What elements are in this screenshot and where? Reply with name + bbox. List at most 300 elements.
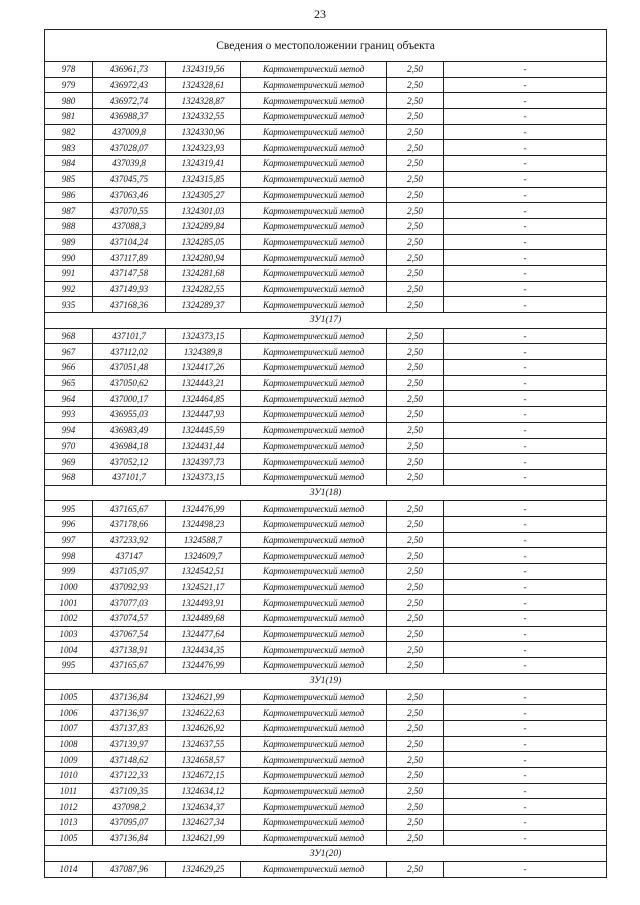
point-number-cell: 1006 xyxy=(45,705,93,721)
section-heading-row xyxy=(45,313,607,329)
table-row xyxy=(45,93,607,109)
x-coordinate-cell: 437050,62 xyxy=(93,375,166,391)
y-coordinate-cell: 1324621,99 xyxy=(166,830,241,846)
point-number-cell: 1005 xyxy=(45,689,93,705)
point-number-cell: 989 xyxy=(45,234,93,250)
table-row xyxy=(45,830,607,846)
point-number-cell: 981 xyxy=(45,109,93,125)
y-coordinate-cell: 1324464,85 xyxy=(166,391,241,407)
accuracy-cell: 2,50 xyxy=(387,595,444,611)
method-cell: Картометрический метод xyxy=(241,265,387,281)
point-number-cell: 982 xyxy=(45,124,93,140)
x-coordinate-cell: 437137,83 xyxy=(93,720,166,736)
description-cell: - xyxy=(444,564,607,580)
method-cell: Картометрический метод xyxy=(241,469,387,485)
accuracy-cell: 2,50 xyxy=(387,532,444,548)
y-coordinate-cell: 1324280,94 xyxy=(166,250,241,266)
method-cell: Картометрический метод xyxy=(241,93,387,109)
accuracy-cell: 2,50 xyxy=(387,830,444,846)
description-cell: - xyxy=(444,203,607,219)
point-number-cell: 1003 xyxy=(45,626,93,642)
table-row xyxy=(45,767,607,783)
y-coordinate-cell: 1324489,68 xyxy=(166,611,241,627)
y-coordinate-cell: 1324672,15 xyxy=(166,767,241,783)
x-coordinate-cell: 437063,46 xyxy=(93,187,166,203)
y-coordinate-cell: 1324476,99 xyxy=(166,658,241,674)
table-row xyxy=(45,124,607,140)
table-row xyxy=(45,297,607,313)
description-cell: - xyxy=(444,862,607,878)
accuracy-cell: 2,50 xyxy=(387,360,444,376)
accuracy-cell: 2,50 xyxy=(387,265,444,281)
description-cell: - xyxy=(444,250,607,266)
description-cell: - xyxy=(444,469,607,485)
method-cell: Картометрический метод xyxy=(241,799,387,815)
table-row xyxy=(45,579,607,595)
section-heading: ЗУ1(18) xyxy=(45,485,607,501)
y-coordinate-cell: 1324658,57 xyxy=(166,752,241,768)
x-coordinate-cell: 437165,67 xyxy=(93,501,166,517)
y-coordinate-cell: 1324626,92 xyxy=(166,720,241,736)
description-cell: - xyxy=(444,548,607,564)
x-coordinate-cell: 437117,89 xyxy=(93,250,166,266)
accuracy-cell: 2,50 xyxy=(387,564,444,580)
accuracy-cell: 2,50 xyxy=(387,328,444,344)
accuracy-cell: 2,50 xyxy=(387,109,444,125)
table-title: Сведения о местоположении границ объекта xyxy=(45,30,607,62)
description-cell: - xyxy=(444,516,607,532)
table-row xyxy=(45,281,607,297)
accuracy-cell: 2,50 xyxy=(387,705,444,721)
y-coordinate-cell: 1324328,61 xyxy=(166,77,241,93)
table-row xyxy=(45,109,607,125)
point-number-cell: 1002 xyxy=(45,611,93,627)
description-cell: - xyxy=(444,783,607,799)
description-cell: - xyxy=(444,77,607,93)
method-cell: Картометрический метод xyxy=(241,297,387,313)
accuracy-cell: 2,50 xyxy=(387,375,444,391)
point-number-cell: 969 xyxy=(45,454,93,470)
accuracy-cell: 2,50 xyxy=(387,187,444,203)
y-coordinate-cell: 1324319,41 xyxy=(166,156,241,172)
accuracy-cell: 2,50 xyxy=(387,438,444,454)
y-coordinate-cell: 1324609,7 xyxy=(166,548,241,564)
x-coordinate-cell: 437139,97 xyxy=(93,736,166,752)
x-coordinate-cell: 437067,54 xyxy=(93,626,166,642)
accuracy-cell: 2,50 xyxy=(387,720,444,736)
section-heading: ЗУ1(20) xyxy=(45,846,607,862)
method-cell: Картометрический метод xyxy=(241,218,387,234)
point-number-cell: 1012 xyxy=(45,799,93,815)
description-cell: - xyxy=(444,109,607,125)
description-cell: - xyxy=(444,752,607,768)
accuracy-cell: 2,50 xyxy=(387,752,444,768)
point-number-cell: 995 xyxy=(45,658,93,674)
y-coordinate-cell: 1324542,51 xyxy=(166,564,241,580)
method-cell: Картометрический метод xyxy=(241,642,387,658)
accuracy-cell: 2,50 xyxy=(387,626,444,642)
point-number-cell: 935 xyxy=(45,297,93,313)
x-coordinate-cell: 437028,07 xyxy=(93,140,166,156)
accuracy-cell: 2,50 xyxy=(387,234,444,250)
method-cell: Картометрический метод xyxy=(241,407,387,423)
y-coordinate-cell: 1324323,93 xyxy=(166,140,241,156)
description-cell: - xyxy=(444,501,607,517)
x-coordinate-cell: 436984,18 xyxy=(93,438,166,454)
y-coordinate-cell: 1324493,91 xyxy=(166,595,241,611)
method-cell: Картометрический метод xyxy=(241,62,387,78)
accuracy-cell: 2,50 xyxy=(387,689,444,705)
description-cell: - xyxy=(444,830,607,846)
page-number: 23 xyxy=(314,7,326,21)
table-row xyxy=(45,799,607,815)
point-number-cell: 966 xyxy=(45,360,93,376)
section-heading-row xyxy=(45,846,607,862)
y-coordinate-cell: 1324289,84 xyxy=(166,218,241,234)
x-coordinate-cell: 437101,7 xyxy=(93,328,166,344)
x-coordinate-cell: 436972,43 xyxy=(93,77,166,93)
accuracy-cell: 2,50 xyxy=(387,62,444,78)
method-cell: Картометрический метод xyxy=(241,830,387,846)
table-row xyxy=(45,156,607,172)
description-cell: - xyxy=(444,124,607,140)
point-number-cell: 998 xyxy=(45,548,93,564)
section-heading: ЗУ1(17) xyxy=(45,313,607,329)
y-coordinate-cell: 1324629,25 xyxy=(166,862,241,878)
table-row xyxy=(45,250,607,266)
x-coordinate-cell: 437095,07 xyxy=(93,815,166,831)
description-cell: - xyxy=(444,720,607,736)
description-cell: - xyxy=(444,281,607,297)
x-coordinate-cell: 437105,97 xyxy=(93,564,166,580)
description-cell: - xyxy=(444,140,607,156)
point-number-cell: 978 xyxy=(45,62,93,78)
boundary-coordinates-table xyxy=(44,29,607,878)
accuracy-cell: 2,50 xyxy=(387,767,444,783)
accuracy-cell: 2,50 xyxy=(387,736,444,752)
y-coordinate-cell: 1324315,85 xyxy=(166,171,241,187)
x-coordinate-cell: 436955,03 xyxy=(93,407,166,423)
point-number-cell: 985 xyxy=(45,171,93,187)
table-row xyxy=(45,611,607,627)
description-cell: - xyxy=(444,658,607,674)
table-row xyxy=(45,375,607,391)
method-cell: Картометрический метод xyxy=(241,391,387,407)
description-cell: - xyxy=(444,736,607,752)
method-cell: Картометрический метод xyxy=(241,156,387,172)
y-coordinate-cell: 1324622,63 xyxy=(166,705,241,721)
table-row xyxy=(45,454,607,470)
description-cell: - xyxy=(444,579,607,595)
point-number-cell: 1010 xyxy=(45,767,93,783)
y-coordinate-cell: 1324332,55 xyxy=(166,109,241,125)
table-row xyxy=(45,360,607,376)
accuracy-cell: 2,50 xyxy=(387,203,444,219)
table-row xyxy=(45,77,607,93)
x-coordinate-cell: 437000,17 xyxy=(93,391,166,407)
point-number-cell: 1011 xyxy=(45,783,93,799)
description-cell: - xyxy=(444,422,607,438)
point-number-cell: 1014 xyxy=(45,862,93,878)
table-row xyxy=(45,595,607,611)
accuracy-cell: 2,50 xyxy=(387,454,444,470)
table-row xyxy=(45,328,607,344)
accuracy-cell: 2,50 xyxy=(387,469,444,485)
method-cell: Картометрический метод xyxy=(241,689,387,705)
point-number-cell: 983 xyxy=(45,140,93,156)
method-cell: Картометрический метод xyxy=(241,767,387,783)
method-cell: Картометрический метод xyxy=(241,328,387,344)
x-coordinate-cell: 437074,57 xyxy=(93,611,166,627)
description-cell: - xyxy=(444,767,607,783)
point-number-cell: 980 xyxy=(45,93,93,109)
table-row xyxy=(45,501,607,517)
description-cell: - xyxy=(444,328,607,344)
y-coordinate-cell: 1324445,59 xyxy=(166,422,241,438)
table-row xyxy=(45,203,607,219)
table-row xyxy=(45,218,607,234)
x-coordinate-cell: 437088,3 xyxy=(93,218,166,234)
accuracy-cell: 2,50 xyxy=(387,124,444,140)
method-cell: Картометрический метод xyxy=(241,532,387,548)
y-coordinate-cell: 1324434,35 xyxy=(166,642,241,658)
accuracy-cell: 2,50 xyxy=(387,250,444,266)
x-coordinate-cell: 436983,49 xyxy=(93,422,166,438)
point-number-cell: 987 xyxy=(45,203,93,219)
accuracy-cell: 2,50 xyxy=(387,344,444,360)
point-number-cell: 968 xyxy=(45,328,93,344)
method-cell: Картометрический метод xyxy=(241,250,387,266)
method-cell: Картометрический метод xyxy=(241,422,387,438)
method-cell: Картометрический метод xyxy=(241,281,387,297)
point-number-cell: 968 xyxy=(45,469,93,485)
description-cell: - xyxy=(444,171,607,187)
table-row xyxy=(45,752,607,768)
table-row xyxy=(45,187,607,203)
x-coordinate-cell: 437165,67 xyxy=(93,658,166,674)
section-heading-row xyxy=(45,485,607,501)
y-coordinate-cell: 1324431,44 xyxy=(166,438,241,454)
point-number-cell: 993 xyxy=(45,407,93,423)
point-number-cell: 967 xyxy=(45,344,93,360)
x-coordinate-cell: 437122,33 xyxy=(93,767,166,783)
y-coordinate-cell: 1324443,21 xyxy=(166,375,241,391)
method-cell: Картометрический метод xyxy=(241,438,387,454)
description-cell: - xyxy=(444,407,607,423)
y-coordinate-cell: 1324397,73 xyxy=(166,454,241,470)
method-cell: Картометрический метод xyxy=(241,783,387,799)
x-coordinate-cell: 437109,35 xyxy=(93,783,166,799)
x-coordinate-cell: 437138,91 xyxy=(93,642,166,658)
point-number-cell: 994 xyxy=(45,422,93,438)
y-coordinate-cell: 1324373,15 xyxy=(166,469,241,485)
y-coordinate-cell: 1324498,23 xyxy=(166,516,241,532)
method-cell: Картометрический метод xyxy=(241,203,387,219)
description-cell: - xyxy=(444,689,607,705)
point-number-cell: 1000 xyxy=(45,579,93,595)
table-row xyxy=(45,642,607,658)
method-cell: Картометрический метод xyxy=(241,626,387,642)
point-number-cell: 1007 xyxy=(45,720,93,736)
method-cell: Картометрический метод xyxy=(241,140,387,156)
y-coordinate-cell: 1324328,87 xyxy=(166,93,241,109)
x-coordinate-cell: 437092,93 xyxy=(93,579,166,595)
accuracy-cell: 2,50 xyxy=(387,156,444,172)
description-cell: - xyxy=(444,611,607,627)
method-cell: Картометрический метод xyxy=(241,124,387,140)
description-cell: - xyxy=(444,532,607,548)
description-cell: - xyxy=(444,344,607,360)
x-coordinate-cell: 437051,48 xyxy=(93,360,166,376)
method-cell: Картометрический метод xyxy=(241,360,387,376)
y-coordinate-cell: 1324634,12 xyxy=(166,783,241,799)
table-row xyxy=(45,548,607,564)
y-coordinate-cell: 1324637,55 xyxy=(166,736,241,752)
table-row xyxy=(45,783,607,799)
table-row xyxy=(45,344,607,360)
x-coordinate-cell: 437112,02 xyxy=(93,344,166,360)
x-coordinate-cell: 437009,8 xyxy=(93,124,166,140)
table-row xyxy=(45,658,607,674)
accuracy-cell: 2,50 xyxy=(387,407,444,423)
y-coordinate-cell: 1324634,37 xyxy=(166,799,241,815)
x-coordinate-cell: 437147 xyxy=(93,548,166,564)
x-coordinate-cell: 436972,74 xyxy=(93,93,166,109)
x-coordinate-cell: 437087,96 xyxy=(93,862,166,878)
y-coordinate-cell: 1324282,55 xyxy=(166,281,241,297)
description-cell: - xyxy=(444,93,607,109)
point-number-cell: 999 xyxy=(45,564,93,580)
x-coordinate-cell: 437178,66 xyxy=(93,516,166,532)
accuracy-cell: 2,50 xyxy=(387,140,444,156)
point-number-cell: 997 xyxy=(45,532,93,548)
description-cell: - xyxy=(444,360,607,376)
accuracy-cell: 2,50 xyxy=(387,297,444,313)
accuracy-cell: 2,50 xyxy=(387,171,444,187)
section-heading: ЗУ1(19) xyxy=(45,673,607,689)
y-coordinate-cell: 1324281,68 xyxy=(166,265,241,281)
y-coordinate-cell: 1324588,7 xyxy=(166,532,241,548)
x-coordinate-cell: 437098,2 xyxy=(93,799,166,815)
method-cell: Картометрический метод xyxy=(241,752,387,768)
x-coordinate-cell: 437147,58 xyxy=(93,265,166,281)
accuracy-cell: 2,50 xyxy=(387,93,444,109)
table-row xyxy=(45,265,607,281)
method-cell: Картометрический метод xyxy=(241,454,387,470)
method-cell: Картометрический метод xyxy=(241,187,387,203)
y-coordinate-cell: 1324627,34 xyxy=(166,815,241,831)
method-cell: Картометрический метод xyxy=(241,234,387,250)
table-row xyxy=(45,469,607,485)
x-coordinate-cell: 437136,84 xyxy=(93,830,166,846)
accuracy-cell: 2,50 xyxy=(387,799,444,815)
table-row xyxy=(45,407,607,423)
table-title-row xyxy=(45,30,607,62)
method-cell: Картометрический метод xyxy=(241,344,387,360)
description-cell: - xyxy=(444,642,607,658)
point-number-cell: 992 xyxy=(45,281,93,297)
description-cell: - xyxy=(444,438,607,454)
table-row xyxy=(45,516,607,532)
accuracy-cell: 2,50 xyxy=(387,815,444,831)
description-cell: - xyxy=(444,595,607,611)
point-number-cell: 996 xyxy=(45,516,93,532)
x-coordinate-cell: 437136,84 xyxy=(93,689,166,705)
table-row xyxy=(45,626,607,642)
accuracy-cell: 2,50 xyxy=(387,783,444,799)
y-coordinate-cell: 1324621,99 xyxy=(166,689,241,705)
table-row xyxy=(45,438,607,454)
x-coordinate-cell: 437233,92 xyxy=(93,532,166,548)
point-number-cell: 965 xyxy=(45,375,93,391)
accuracy-cell: 2,50 xyxy=(387,862,444,878)
accuracy-cell: 2,50 xyxy=(387,77,444,93)
table-row xyxy=(45,564,607,580)
table-row xyxy=(45,736,607,752)
table-row xyxy=(45,140,607,156)
point-number-cell: 1013 xyxy=(45,815,93,831)
y-coordinate-cell: 1324301,03 xyxy=(166,203,241,219)
method-cell: Картометрический метод xyxy=(241,548,387,564)
x-coordinate-cell: 437148,62 xyxy=(93,752,166,768)
point-number-cell: 984 xyxy=(45,156,93,172)
table-row xyxy=(45,862,607,878)
description-cell: - xyxy=(444,391,607,407)
table-row xyxy=(45,720,607,736)
description-cell: - xyxy=(444,156,607,172)
accuracy-cell: 2,50 xyxy=(387,658,444,674)
accuracy-cell: 2,50 xyxy=(387,516,444,532)
x-coordinate-cell: 437052,12 xyxy=(93,454,166,470)
table-row xyxy=(45,815,607,831)
table-row xyxy=(45,705,607,721)
y-coordinate-cell: 1324521,17 xyxy=(166,579,241,595)
x-coordinate-cell: 437136,97 xyxy=(93,705,166,721)
point-number-cell: 970 xyxy=(45,438,93,454)
table-body xyxy=(45,30,607,878)
description-cell: - xyxy=(444,187,607,203)
point-number-cell: 995 xyxy=(45,501,93,517)
accuracy-cell: 2,50 xyxy=(387,281,444,297)
table-row xyxy=(45,234,607,250)
accuracy-cell: 2,50 xyxy=(387,218,444,234)
description-cell: - xyxy=(444,234,607,250)
point-number-cell: 986 xyxy=(45,187,93,203)
point-number-cell: 1008 xyxy=(45,736,93,752)
table-row xyxy=(45,171,607,187)
x-coordinate-cell: 437045,75 xyxy=(93,171,166,187)
x-coordinate-cell: 436961,73 xyxy=(93,62,166,78)
point-number-cell: 1009 xyxy=(45,752,93,768)
method-cell: Картометрический метод xyxy=(241,595,387,611)
method-cell: Картометрический метод xyxy=(241,658,387,674)
method-cell: Картометрический метод xyxy=(241,516,387,532)
point-number-cell: 988 xyxy=(45,218,93,234)
method-cell: Картометрический метод xyxy=(241,862,387,878)
accuracy-cell: 2,50 xyxy=(387,642,444,658)
method-cell: Картометрический метод xyxy=(241,815,387,831)
x-coordinate-cell: 437101,7 xyxy=(93,469,166,485)
accuracy-cell: 2,50 xyxy=(387,422,444,438)
accuracy-cell: 2,50 xyxy=(387,579,444,595)
y-coordinate-cell: 1324447,93 xyxy=(166,407,241,423)
method-cell: Картометрический метод xyxy=(241,705,387,721)
description-cell: - xyxy=(444,799,607,815)
method-cell: Картометрический метод xyxy=(241,77,387,93)
x-coordinate-cell: 436988,37 xyxy=(93,109,166,125)
table-row xyxy=(45,62,607,78)
method-cell: Картометрический метод xyxy=(241,564,387,580)
